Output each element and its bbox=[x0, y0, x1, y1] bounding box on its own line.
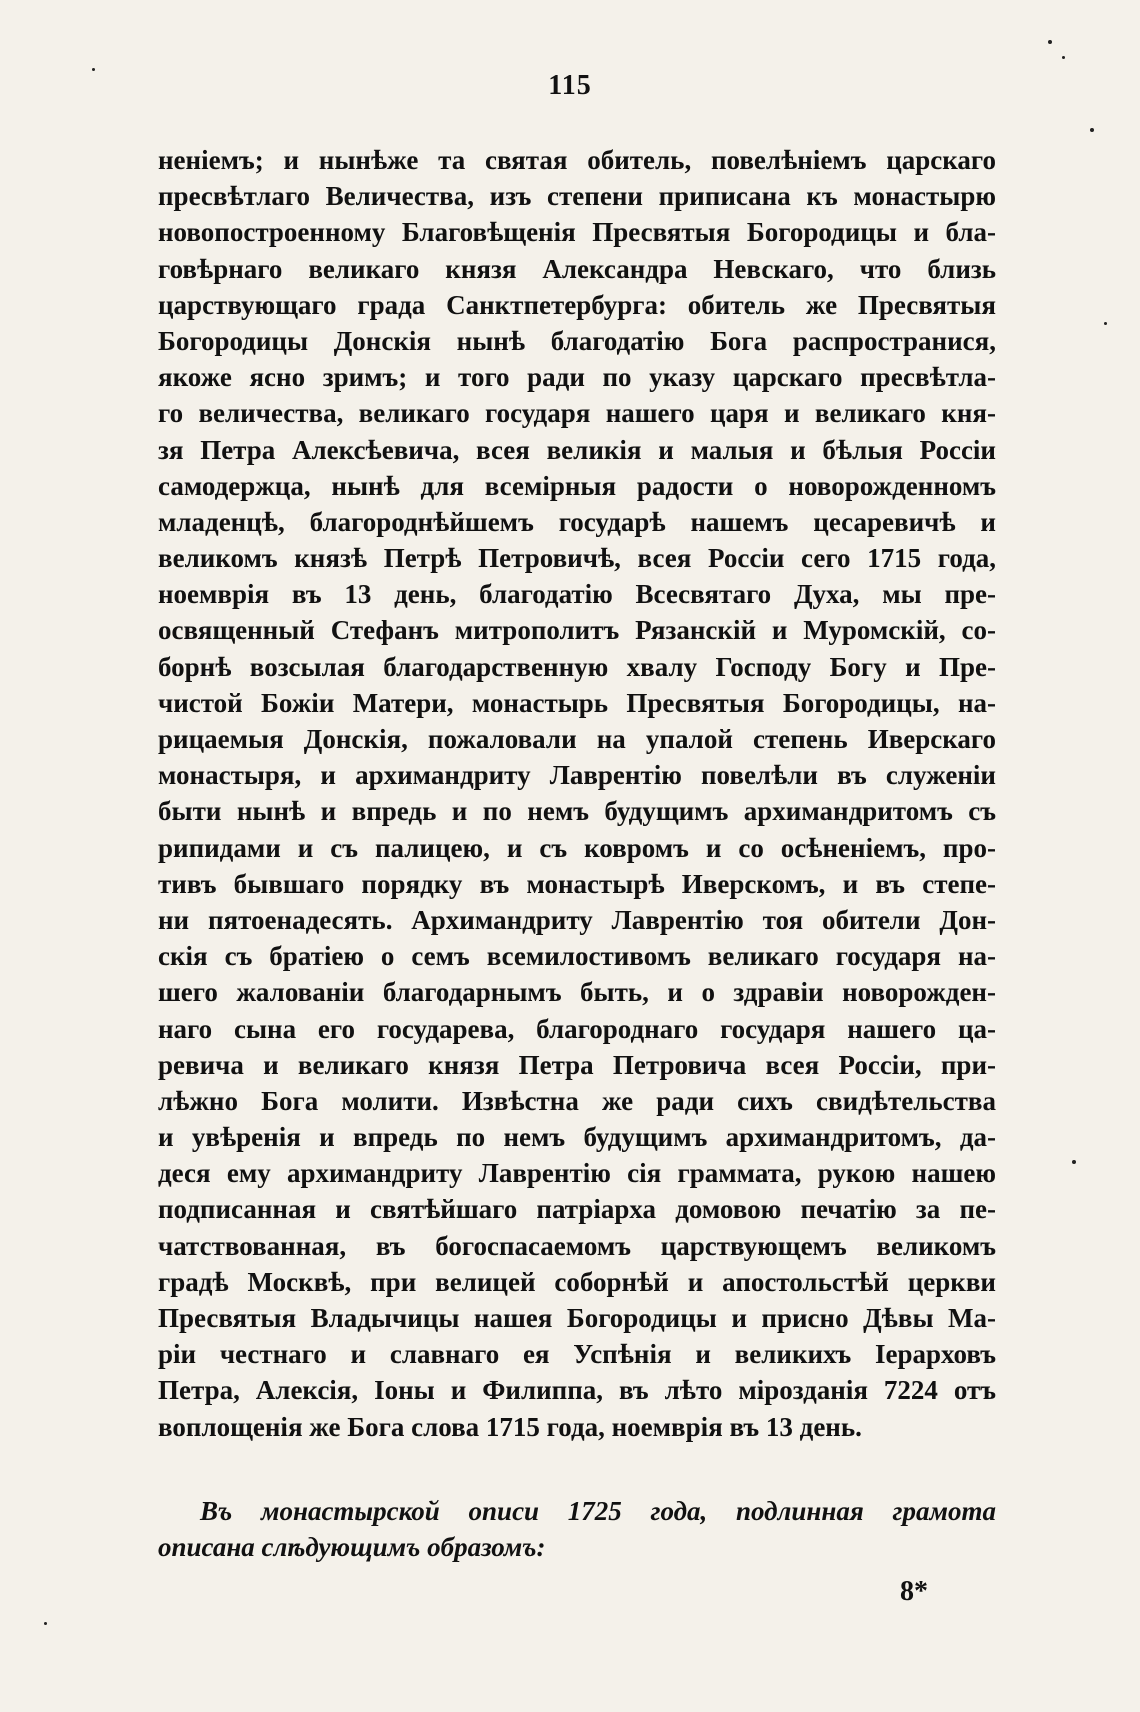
text-line: лѣжно Бога молити. Извѣстна же ради сихъ свидѣтельства bbox=[158, 1085, 996, 1116]
text-line: борнѣ возсылая благодарственную хвалу Господу Богу и Пре- bbox=[158, 651, 996, 682]
scan-speck bbox=[1090, 128, 1094, 132]
main-text bbox=[158, 142, 996, 1445]
text-line: ни пятоенадесять. Архимандриту Лаврентію тоя обители Дон- bbox=[158, 904, 996, 935]
scan-speck bbox=[1104, 322, 1107, 325]
text-line: ноемврія въ 13 день, благодатію Всесвятаго Духа, мы пре- bbox=[158, 579, 996, 610]
text-line: го величества, великаго государя нашего царя и великаго кня- bbox=[158, 398, 996, 429]
text-line: самодержца, нынѣ для всемірныя радости о новорожденномъ bbox=[158, 470, 996, 501]
text-line: и увѣренія и впредь по немъ будущимъ архимандритомъ, да- bbox=[158, 1122, 996, 1153]
text-line: деся ему архимандриту Лаврентію сія граммата, рукою нашею bbox=[158, 1158, 996, 1189]
text-line: новопостроенному Благовѣщенія Пресвятыя Богородицы и бла- bbox=[158, 217, 996, 248]
italic-text-line: Въ монастырской описи 1725 года, подлинная грамота bbox=[200, 1496, 996, 1526]
text-line: рипидами и съ палицею, и съ ковромъ и со осѣненіемъ, про- bbox=[158, 832, 996, 863]
text-line: Пресвятыя Владычицы нашея Богородицы и присно Дѣвы Ма- bbox=[158, 1303, 996, 1333]
text-line: скія съ братіею о семъ всемилостивомъ великаго государя на- bbox=[158, 941, 996, 972]
text-line: Богородицы Донскія нынѣ благодатію Бога распространися, bbox=[158, 325, 996, 356]
text-line: ревича и великаго князя Петра Петровича всея Россіи, при- bbox=[158, 1049, 996, 1080]
text-line: Петра, Алексія, Іоны и Филиппа, въ лѣто мірозданія 7224 отъ bbox=[158, 1375, 996, 1406]
scan-speck bbox=[44, 1622, 47, 1625]
page-number: 115 bbox=[548, 70, 592, 101]
text-line: ріи честнаго и славнаго ея Успѣнія и великихъ Іерарховъ bbox=[158, 1339, 996, 1370]
text-line: монастыря, и архимандриту Лаврентію повелѣли въ служеніи bbox=[158, 760, 996, 791]
text-line: градѣ Москвѣ, при велицей соборнѣй и апостольстѣй церкви bbox=[158, 1266, 996, 1297]
text-line: рицаемыя Донскія, пожаловали на упалой степень Иверскаго bbox=[158, 724, 996, 754]
text-line: тивъ бывшаго порядку въ монастырѣ Иверскомъ, и въ степе- bbox=[158, 868, 996, 899]
text-line: подписанная и святѣйшаго патріарха домовою печатію за пе- bbox=[158, 1194, 996, 1225]
text-line: якоже ясно зримъ; и того ради по указу царскаго пресвѣтла- bbox=[158, 362, 996, 393]
scan-speck bbox=[1062, 56, 1065, 59]
text-line: быти нынѣ и впредь и по немъ будущимъ архимандритомъ съ bbox=[158, 796, 996, 827]
text-line: чатствованная, въ богоспасаемомъ царствующемъ великомъ bbox=[158, 1230, 996, 1261]
text-line: великомъ князѣ Петрѣ Петровичѣ, всея Россіи сего 1715 года, bbox=[158, 543, 996, 574]
text-line: царствующаго града Санктпетербурга: обитель же Пресвятыя bbox=[158, 289, 996, 320]
text-line: пресвѣтлаго Величества, изъ степени приписана къ монастырю bbox=[158, 181, 996, 212]
text-line: освященный Стефанъ митрополитъ Рязанскій и Муромскій, со- bbox=[158, 615, 996, 646]
text-line: неніемъ; и нынѣже та святая обитель, повелѣніемъ царскаго bbox=[158, 145, 996, 175]
text-line: говѣрнаго великаго князя Александра Невскаго, что близь bbox=[158, 253, 996, 284]
italic-note bbox=[158, 1493, 996, 1565]
text-line: зя Петра Алексѣевича, всея великія и малыя и бѣлыя Россіи bbox=[158, 434, 996, 465]
scan-speck bbox=[1072, 1160, 1076, 1164]
italic-text-line: описана слѣдующимъ образомъ: bbox=[158, 1532, 546, 1563]
scan-speck bbox=[1048, 40, 1052, 44]
signature-mark: 8* bbox=[900, 1576, 928, 1607]
scan-speck bbox=[92, 68, 95, 71]
text-line: младенцѣ, благороднѣйшемъ государѣ нашемъ цесаревичѣ и bbox=[158, 506, 996, 537]
text-line: чистой Божіи Матери, монастырь Пресвятыя Богородицы, на- bbox=[158, 687, 996, 718]
text-line: воплощенія же Бога слова 1715 года, ноемврія въ 13 день. bbox=[158, 1411, 862, 1442]
text-line: наго сына его государева, благороднаго государя нашего ца- bbox=[158, 1013, 996, 1044]
text-line: шего жалованіи благодарнымъ быть, и о здравіи новорожден- bbox=[158, 977, 996, 1008]
